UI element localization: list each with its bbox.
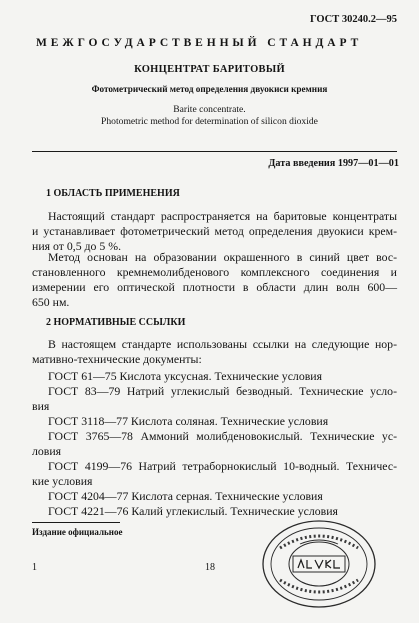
text-line: Метод основан на образовании окрашенного в синий цвет вос- [48, 250, 397, 264]
header-rule [32, 151, 397, 152]
reference-item: ГОСТ 83—79 Натрий углекислый безводный. Технические усло- [48, 384, 397, 398]
document-subtitle: Фотометрический метод определения двуокиси кремния [91, 84, 328, 94]
text-line: Настоящий стандарт распространяется на баритовые концентраты [48, 209, 397, 223]
reference-item: ГОСТ 3118—77 Кислота соляная. Технические условия [48, 414, 329, 428]
text-line: и устанавливает фотометрический метод определения двуокиси крем- [32, 224, 397, 238]
reference-item: ГОСТ 4204—77 Кислота серная. Технические условия [48, 489, 323, 503]
standard-banner: МЕЖГОСУДАРСТВЕННЫЙ СТАНДАРТ [36, 37, 363, 49]
text-line: мативно-технические документы: [32, 352, 202, 366]
reference-item-continuation: вия [32, 399, 50, 413]
reference-item-continuation: кие условия [32, 474, 93, 488]
effective-date: Дата введения 1997—01—01 [268, 158, 399, 169]
page-number: 18 [205, 562, 215, 573]
section-1-paragraph-1 [32, 209, 397, 254]
text-line: измерении его оптической плотности в области длин волн 600— [32, 280, 397, 294]
reference-item: ГОСТ 4221—76 Калий углекислый. Технические условия [48, 504, 338, 518]
document-code: ГОСТ 30240.2—95 [309, 14, 397, 25]
normative-references-list [32, 369, 397, 519]
official-edition-label: Издание официальное [32, 527, 123, 537]
library-stamp-icon [260, 518, 378, 610]
section-1-heading: 1 ОБЛАСТЬ ПРИМЕНЕНИЯ [46, 188, 180, 199]
english-title-line-2: Photometric method for determination of silicon dioxide [101, 116, 318, 127]
text-line: 650 нм. [32, 295, 70, 309]
text-line: становленного кремнемолибденового комплексного соединения и [32, 265, 397, 279]
footer-rule [32, 522, 120, 523]
text-line: ния от 0,5 до 5 %. [32, 239, 122, 253]
reference-item-continuation: ловия [32, 444, 62, 458]
folio-number: 1 [32, 562, 37, 573]
reference-item: ГОСТ 4199—76 Натрий тетраборнокислый 10-водный. Техничес- [48, 459, 397, 473]
english-title-line-1: Barite concentrate. [173, 104, 246, 115]
reference-item: ГОСТ 61—75 Кислота уксусная. Технические условия [48, 369, 323, 383]
section-2-heading: 2 НОРМАТИВНЫЕ ССЫЛКИ [46, 317, 186, 328]
text-line: В настоящем стандарте использованы ссылки на следующие нор- [48, 337, 397, 351]
document-title: КОНЦЕНТРАТ БАРИТОВЫЙ [134, 64, 285, 75]
reference-item: ГОСТ 3765—78 Аммоний молибденовокислый. Технические ус- [48, 429, 397, 443]
section-1-paragraph-2 [32, 250, 397, 310]
section-2-intro [32, 337, 397, 367]
